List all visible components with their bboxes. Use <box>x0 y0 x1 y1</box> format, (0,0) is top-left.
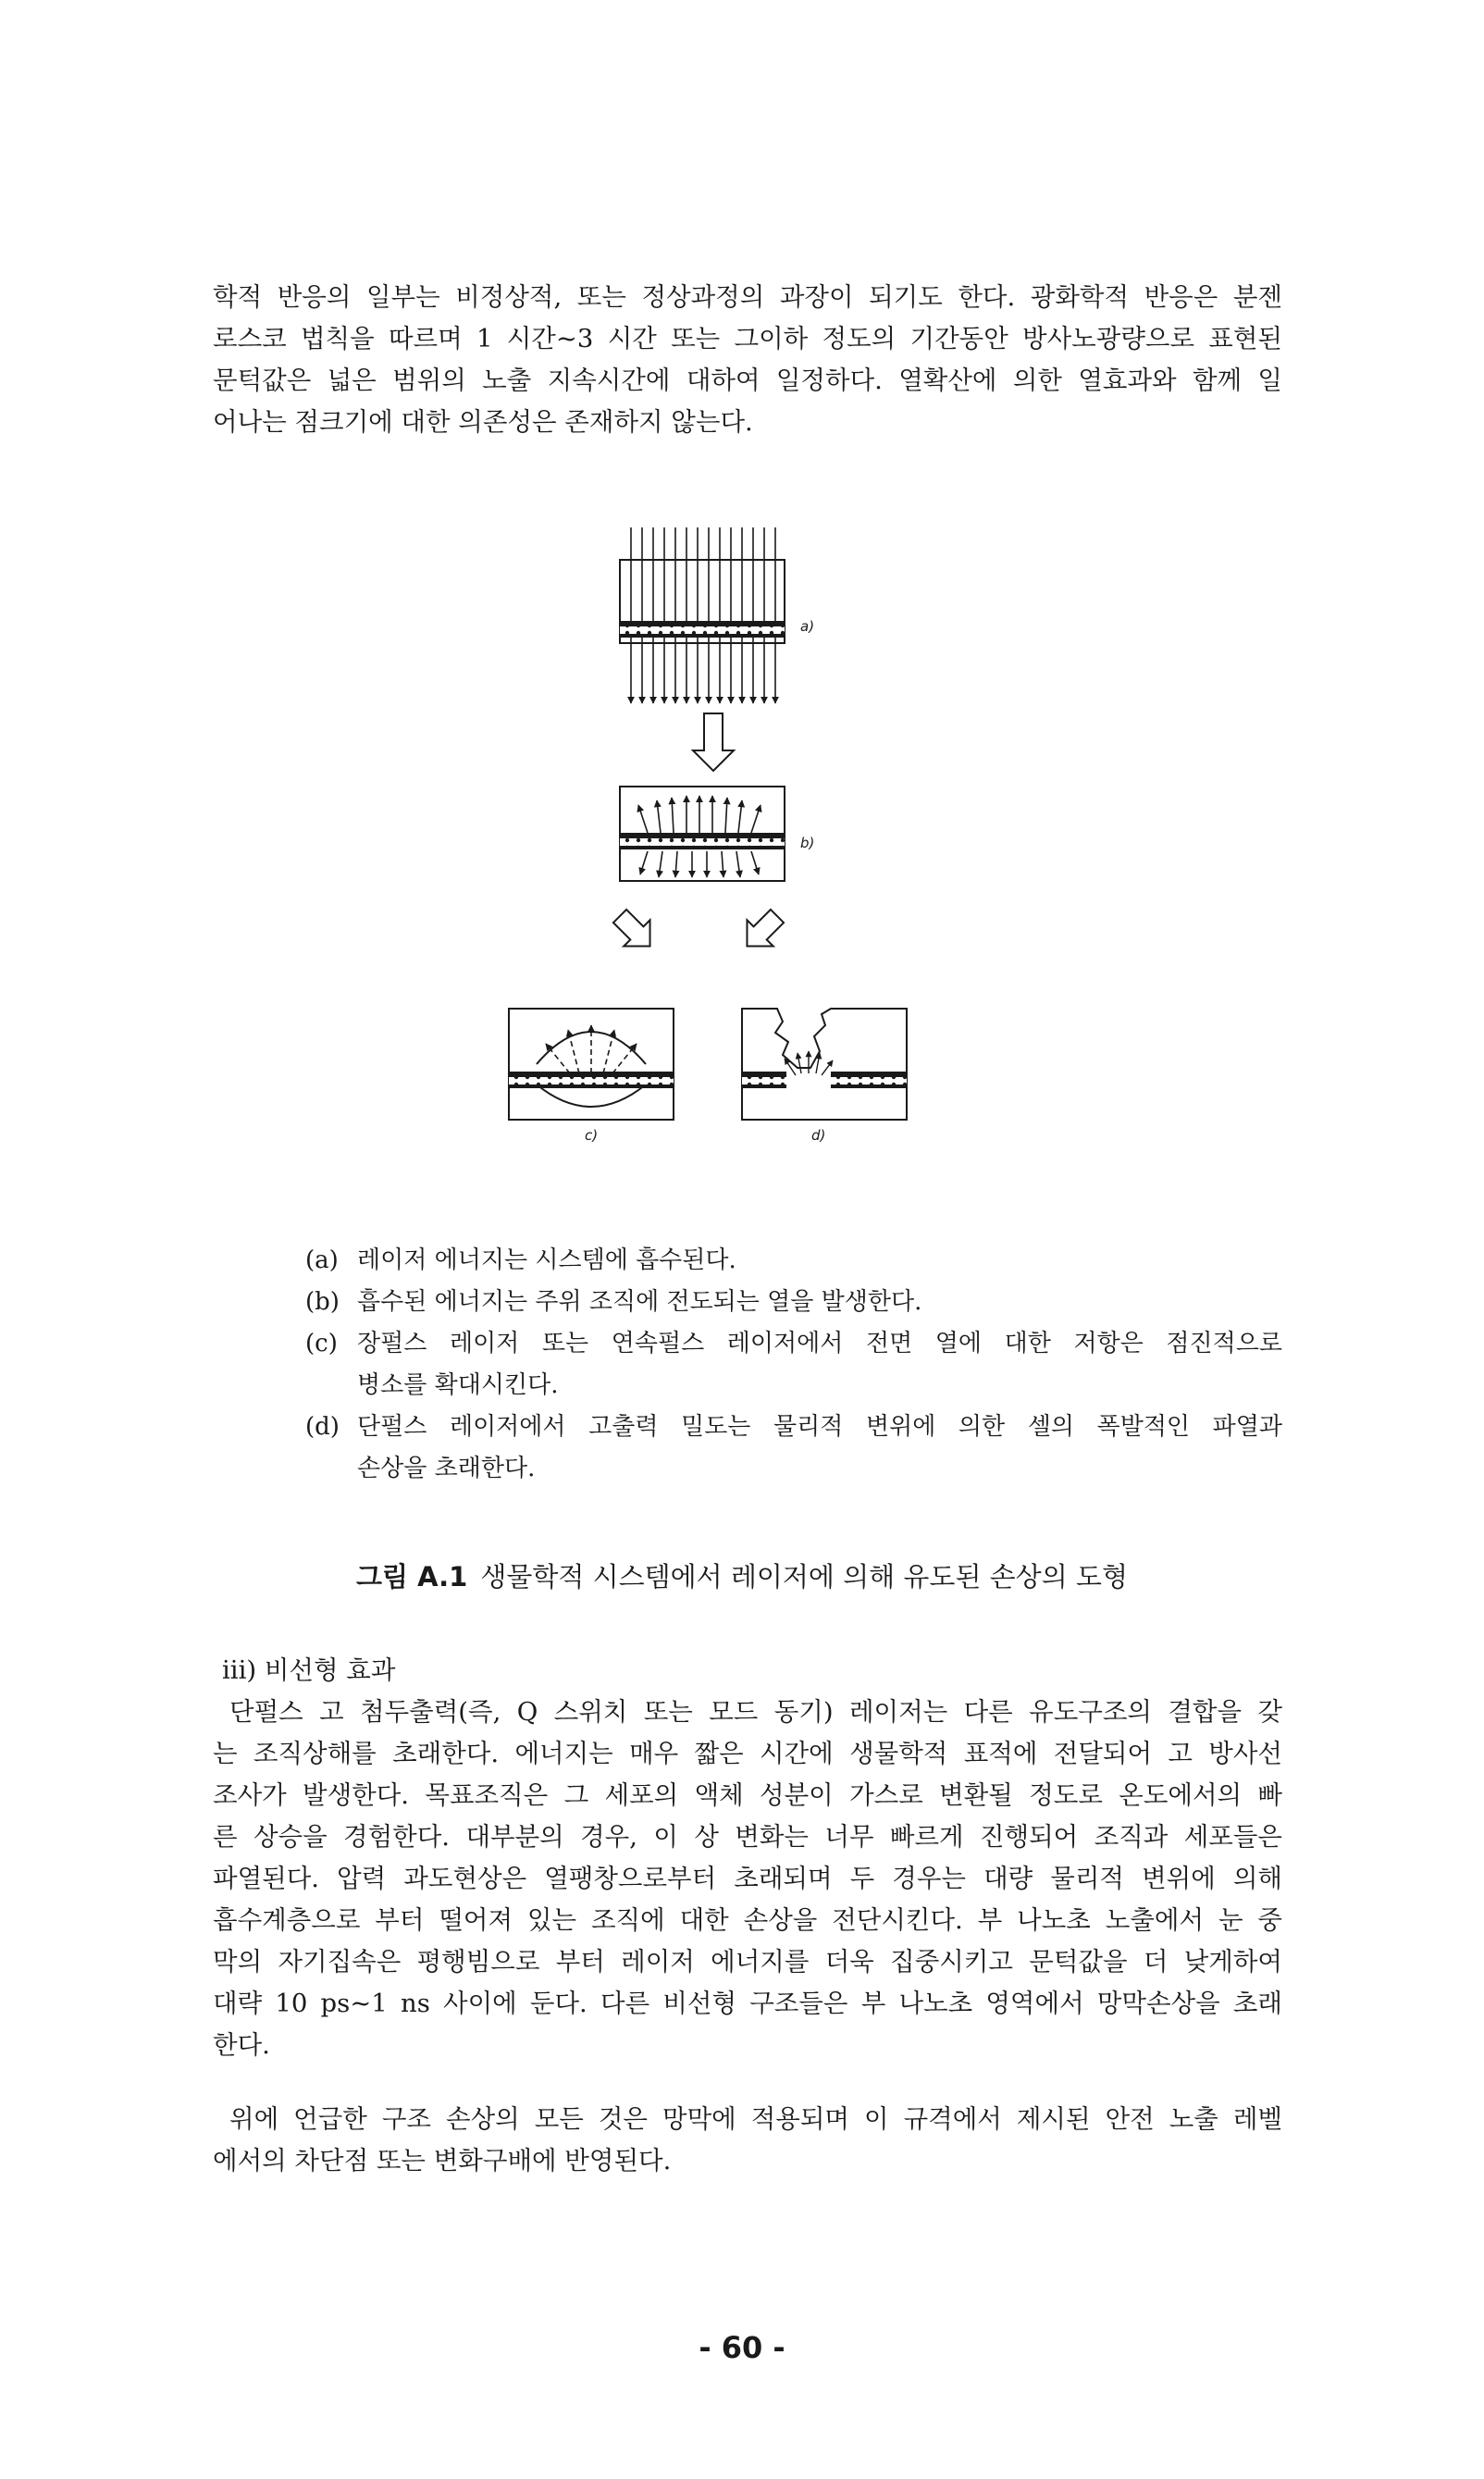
panel-b-label: b) <box>800 835 815 851</box>
body-line: 에서의 차단점 또는 변화구배에 반영된다. <box>213 2146 672 2175</box>
panel-a-label: a) <box>800 618 815 635</box>
body-paragraph-1 <box>213 1692 1282 2066</box>
caption-mark: (a) <box>305 1246 339 1274</box>
body-line: 파열된다. 압력 과도현상은 열팽창으로부터 초래되며 두 경우는 대량 물리적 변위에 의해 <box>213 1864 1282 1893</box>
caption-text: 장펄스 레이저 또는 연속펄스 레이저에서 전면 열에 대한 저항은 점진적으로 <box>357 1330 1282 1357</box>
body-paragraph-2 <box>213 2099 1282 2182</box>
caption-text: 단펄스 레이저에서 고출력 밀도는 물리적 변위에 의한 셀의 폭발적인 파열과 <box>357 1413 1282 1441</box>
panel-b-heat-conduction <box>620 787 814 881</box>
caption-mark: (c) <box>305 1330 338 1357</box>
body-line: 단펄스 고 첨두출력(즉, Q 스위치 또는 모드 동기) 레이저는 다른 유도구조의 결합을 갖 <box>229 1697 1282 1727</box>
transition-arrow-icon <box>693 713 734 771</box>
caption-text: 흡수된 에너지는 주위 조직에 전도되는 열을 발생한다. <box>357 1288 922 1316</box>
figure-title <box>0 1556 1484 1594</box>
split-arrow-right-icon <box>734 903 790 960</box>
figure-a1-diagram <box>500 518 944 1166</box>
page-number: - 60 - <box>699 2330 785 2365</box>
caption-mark: (b) <box>305 1288 340 1316</box>
caption-item <box>305 1407 1282 1490</box>
intro-paragraph <box>213 277 1282 443</box>
caption-item <box>305 1282 1282 1323</box>
panel-a-absorption <box>620 527 814 703</box>
body-line: 대략 10 ps~1 ns 사이에 둔다. 다른 비선형 구조들은 부 나노초 영역에서 망막손상을 초래 <box>213 1989 1282 2018</box>
caption-text: 병소를 확대시킨다. <box>357 1371 559 1399</box>
body-line: 흡수계층으로 부터 떨어져 있는 조직에 대한 손상을 전단시킨다. 부 나노초 노출에서 눈 중 <box>213 1905 1282 1935</box>
body-line: 른 상승을 경험한다. 대부분의 경우, 이 상 변화는 너무 빠르게 진행되어 조직과 세포들은 <box>213 1822 1282 1852</box>
figure-caption-list <box>305 1240 1282 1490</box>
split-arrow-left-icon <box>607 903 663 960</box>
caption-item <box>305 1240 1282 1282</box>
body-line: 한다. <box>213 2030 270 2060</box>
panel-c-label: c) <box>585 1127 599 1144</box>
caption-text: 손상을 초래한다. <box>357 1455 536 1482</box>
panel-c-thermal-lesion <box>509 1009 674 1144</box>
body-line: 는 조직상해를 초래한다. 에너지는 매우 짧은 시간에 생물학적 표적에 전달되어 고 방사선 <box>213 1739 1282 1768</box>
caption-mark: (d) <box>305 1413 340 1441</box>
caption-text: 레이저 에너지는 시스템에 흡수된다. <box>357 1246 736 1274</box>
intro-line: 문턱값은 넓은 범위의 노출 지속시간에 대하여 일정하다. 열확산에 의한 열효과와 함께 일 <box>213 366 1282 395</box>
figure-title-text: 생물학적 시스템에서 레이저에 의해 유도된 손상의 도형 <box>480 1561 1128 1593</box>
panel-d-explosive-rupture <box>742 1009 907 1144</box>
intro-line: 학적 반응의 일부는 비정상적, 또는 정상과정의 과장이 되기도 한다. 광화학적 반응은 분젠 <box>213 282 1282 312</box>
body-line: 막의 자기집속은 평행빔으로 부터 레이저 에너지를 더욱 집중시키고 문턱값을 더 낮게하여 <box>213 1947 1282 1977</box>
figure-label: 그림 A.1 <box>356 1561 468 1593</box>
body-line: 위에 언급한 구조 손상의 모든 것은 망막에 적용되며 이 규격에서 제시된 안전 노출 레벨 <box>229 2104 1282 2134</box>
body-line: 조사가 발생한다. 목표조직은 그 세포의 액체 성분이 가스로 변환될 정도로 온도에서의 빠 <box>213 1780 1282 1810</box>
intro-line: 어나는 점크기에 대한 의존성은 존재하지 않는다. <box>213 407 753 437</box>
intro-line: 로스코 법칙을 따르며 1 시간~3 시간 또는 그이하 정도의 기간동안 방사노광량으로 표현된 <box>213 324 1282 353</box>
caption-item <box>305 1323 1282 1407</box>
panel-d-label: d) <box>811 1127 826 1144</box>
section-heading: iii) 비선형 효과 <box>222 1655 396 1685</box>
